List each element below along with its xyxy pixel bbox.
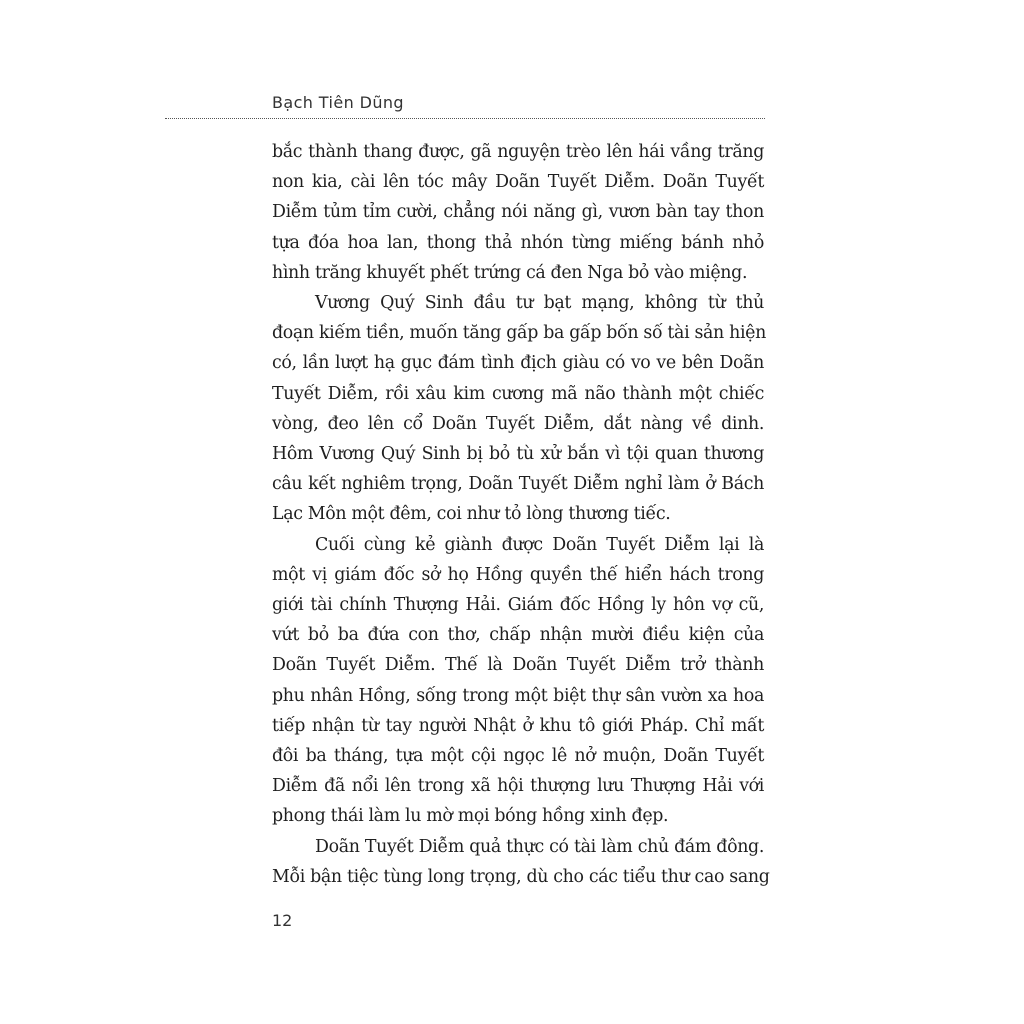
- text-line: vòng, đeo lên cổ Doãn Tuyết Diễm, dắt nàng về dinh.: [272, 413, 764, 434]
- paragraph: [272, 288, 764, 530]
- text-line: phu nhân Hồng, sống trong một biệt thự sân vườn xa hoa: [272, 685, 764, 706]
- text-line: giới tài chính Thượng Hải. Giám đốc Hồng ly hôn vợ cũ,: [272, 595, 764, 616]
- running-header-author: Bạch Tiên Dũng: [272, 93, 404, 112]
- header-dotted-rule: [165, 118, 765, 119]
- text-line: câu kết nghiêm trọng, Doãn Tuyết Diễm nghỉ làm ở Bách: [272, 474, 764, 495]
- text-line: phong thái làm lu mờ mọi bóng hồng xinh đẹp.: [272, 806, 669, 827]
- text-line: bắc thành thang được, gã nguyện trèo lên hái vầng trăng: [272, 142, 764, 162]
- text-line: Doãn Tuyết Diễm quả thực có tài làm chủ đám đông.: [315, 836, 764, 857]
- text-line: một vị giám đốc sở họ Hồng quyền thế hiển hách trong: [272, 564, 764, 585]
- text-line: non kia, cài lên tóc mây Doãn Tuyết Diễm. Doãn Tuyết: [272, 172, 764, 193]
- text-line: Doãn Tuyết Diễm. Thế là Doãn Tuyết Diễm trở thành: [272, 655, 764, 676]
- paragraph: [272, 832, 770, 892]
- text-line: hình trăng khuyết phết trứng cá đen Nga bỏ vào miệng.: [272, 262, 748, 283]
- text-line: Tuyết Diễm, rồi xâu kim cương mã não thành một chiếc: [272, 383, 764, 404]
- text-line: đoạn kiếm tiền, muốn tăng gấp ba gấp bốn số tài sản hiện: [272, 323, 766, 344]
- text-line: có, lần lượt hạ gục đám tình địch giàu có vo ve bên Doãn: [272, 353, 764, 374]
- text-line: tiếp nhận từ tay người Nhật ở khu tô giới Pháp. Chỉ mất: [272, 715, 764, 736]
- text-line: Lạc Môn một đêm, coi như tỏ lòng thương tiếc.: [272, 504, 671, 525]
- paragraph: [272, 137, 764, 288]
- text-line: Vương Quý Sinh đầu tư bạt mạng, không từ thủ: [315, 293, 764, 314]
- text-line: Diễm đã nổi lên trong xã hội thượng lưu Thượng Hải với: [272, 776, 764, 797]
- text-line: đôi ba tháng, tựa một cội ngọc lê nở muộn, Doãn Tuyết: [272, 746, 764, 767]
- text-line: tựa đóa hoa lan, thong thả nhón từng miếng bánh nhỏ: [272, 232, 764, 253]
- text-line: Diễm tủm tỉm cười, chẳng nói năng gì, vươn bàn tay thon: [272, 202, 764, 223]
- text-line: Cuối cùng kẻ giành được Doãn Tuyết Diễm lại là: [315, 534, 764, 555]
- text-line: vứt bỏ ba đứa con thơ, chấp nhận mười điều kiện của: [272, 625, 764, 646]
- text-line: Mỗi bận tiệc tùng long trọng, dù cho các tiểu thư cao sang: [272, 866, 770, 887]
- body-text: [272, 137, 770, 892]
- text-line: Hôm Vương Quý Sinh bị bỏ tù xử bắn vì tội quan thương: [272, 444, 764, 465]
- paragraph: [272, 530, 764, 832]
- page-number: 12: [272, 911, 293, 930]
